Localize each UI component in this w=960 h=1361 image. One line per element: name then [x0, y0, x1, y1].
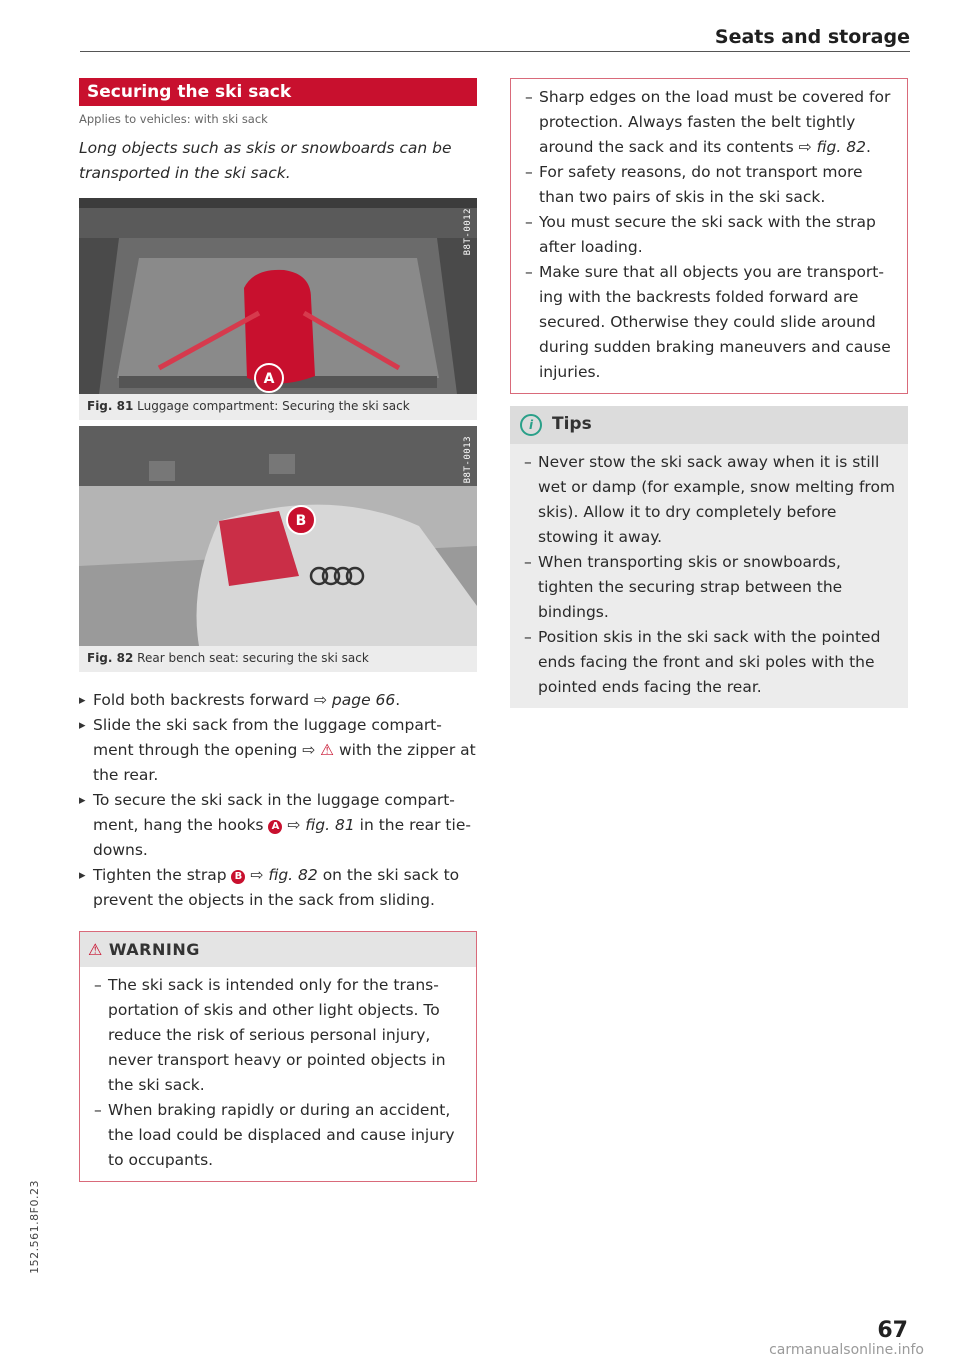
figure-81-photo	[79, 198, 477, 394]
list-item: – You must secure the ski sack with the strap after loading.	[525, 210, 895, 260]
warning-icon: ⚠	[320, 741, 335, 759]
figure-82-photo	[79, 426, 477, 646]
warning-box	[79, 931, 477, 1182]
figure-81-caption: Fig. 81 Luggage compartment: Securing the ski sack	[79, 394, 477, 420]
rear-bench-illustration	[79, 426, 477, 646]
tips-box	[510, 406, 908, 708]
info-icon: i	[520, 414, 542, 436]
list-item: – Sharp edges on the load must be covered for protection. Always fasten the belt tightly around the sack and its contents ⇨ fig. 82.	[525, 85, 895, 160]
list-item: – The ski sack is intended only for the trans- portation of skis and other light objects. To reduce the risk of serious personal injury, never transport heavy or pointed objects in the ski sack.	[94, 973, 464, 1098]
step-item: ▸ Tighten the strap B ⇨ fig. 82 on the ski sack to prevent the objects in the sack from sliding.	[79, 863, 477, 913]
list-item: – When braking rapidly or during an accident, the load could be displaced and cause injury to occupants.	[94, 1098, 464, 1173]
tips-header: i Tips	[510, 406, 908, 444]
section-heading: Securing the ski sack	[79, 78, 477, 106]
figure-81	[79, 198, 477, 420]
list-item: – Make sure that all objects you are transport- ing with the backrests folded forward are secured. Otherwise they could slide around during sudden braking maneuvers and cause injuries.	[525, 260, 895, 385]
header-divider	[80, 51, 910, 52]
left-column	[79, 78, 477, 1182]
warning-continuation-box	[510, 78, 908, 394]
callout-a-badge: A	[268, 820, 282, 834]
figure-82-caption: Fig. 82 Rear bench seat: securing the ski sack	[79, 646, 477, 672]
document-code: 152.561.8F0.23	[28, 1180, 41, 1274]
page-header-title: Seats and storage	[714, 26, 910, 48]
warning-header: ⚠ WARNING	[80, 932, 476, 967]
applies-note: Applies to vehicles: with ski sack	[79, 112, 268, 126]
right-column	[510, 78, 908, 708]
step-item: ▸ To secure the ski sack in the luggage compart- ment, hang the hooks A ⇨ fig. 81 in the rear tie-downs.	[79, 788, 477, 863]
warning-triangle-icon: ⚠	[88, 940, 103, 959]
figure-82	[79, 426, 477, 672]
luggage-compartment-illustration	[79, 198, 477, 394]
warning-continuation-list	[511, 79, 907, 393]
callout-b-badge: B	[231, 870, 245, 884]
intro-text: Long objects such as skis or snowboards can be transported in the ski sack.	[79, 139, 452, 182]
instruction-steps	[79, 688, 477, 913]
list-item: – For safety reasons, do not transport more than two pairs of skis in the ski sack.	[525, 160, 895, 210]
callout-b: B	[295, 513, 307, 529]
warning-list	[80, 967, 476, 1181]
step-item: ▸ Fold both backrests forward ⇨ page 66.	[79, 688, 477, 713]
figure-82-id: B8T-0013	[463, 436, 473, 484]
list-item: – Position skis in the ski sack with the pointed ends facing the front and ski poles with the pointed ends facing the rear.	[524, 625, 896, 700]
watermark: carmanualsonline.info	[769, 1342, 924, 1358]
page-number: 67	[877, 1318, 908, 1343]
tips-list	[510, 444, 908, 708]
callout-a: A	[263, 371, 275, 387]
step-item: ▸ Slide the ski sack from the luggage compart- ment through the opening ⇨ ⚠ with the zipper at the rear.	[79, 713, 477, 788]
list-item: – When transporting skis or snowboards, tighten the securing strap between the bindings.	[524, 550, 896, 625]
figure-81-id: B8T-0012	[463, 208, 473, 256]
list-item: – Never stow the ski sack away when it is still wet or damp (for example, snow melting from skis). Allow it to dry completely before stowing it away.	[524, 450, 896, 550]
